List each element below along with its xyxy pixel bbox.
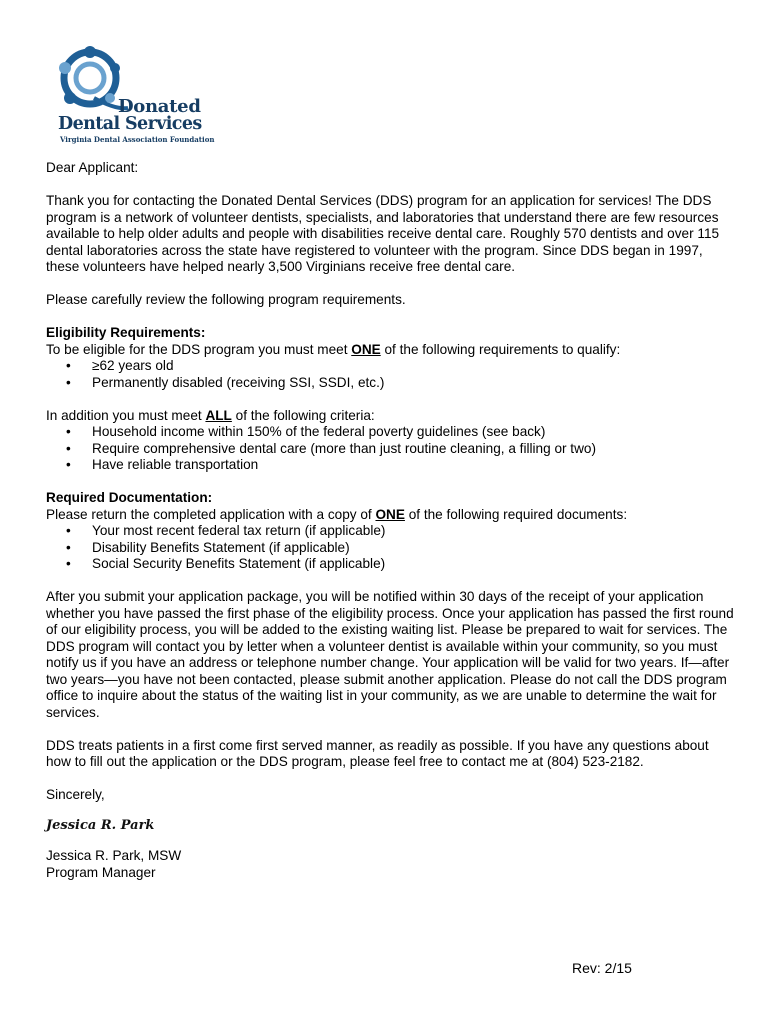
after-submit-paragraph: After you submit your application package, you will be notified within 30 days of the receipt of your application whether you have passed the first phase of the eligibility process. Once your application has passed the first round of our eligibility process, you will be added to the existing waiting list. Please be prepared to wait for services. The DDS program will contact you by letter when a volunteer dentist is available within your community, so you must notify us if you have an address or telephone number change. Your application will be valid for two years. If—after two years—you have not been contacted, please submit another application. Please do not call the DDS program office to inquire about the status of the waiting list in your community, as we are unable to determine the wait for services. [46, 589, 734, 720]
logo-tagline: Virginia Dental Association Foundation [60, 135, 215, 144]
logo-wordmark-donated: Donated [118, 96, 201, 117]
greeting: Dear Applicant: [46, 160, 139, 175]
dds-logo [54, 46, 214, 146]
closing: Sincerely, [46, 787, 105, 802]
eligibility-emphasis: ONE [351, 341, 381, 357]
review-paragraph: Please carefully review the following program requirements. [46, 292, 406, 307]
criteria-lead: In addition you must meet ALL of the following criteria: [46, 407, 375, 423]
list-item: • Permanently disabled (receiving SSI, SSDI, etc.) [46, 375, 736, 392]
list-item: • Have reliable transportation [46, 457, 736, 474]
intro-paragraph: Thank you for contacting the Donated Dental Services (DDS) program for an application for services! The DDS program is a network of volunteer dentists, specialists, and laboratories that understand there are few resources available to help older adults and people with disabilities receive dental care. Roughly 570 dentists and over 115 dental laboratories across the state have registered to volunteer with the program. Since DDS began in 1997, these volunteers have helped nearly 3,500 Virginians receive free dental care. [46, 193, 720, 274]
list-item: • Disability Benefits Statement (if applicable) [46, 540, 736, 557]
eligibility-heading: Eligibility Requirements: [46, 325, 206, 340]
signer-name: Jessica R. Park, MSW [46, 848, 182, 863]
eligibility-list [46, 358, 736, 391]
eligibility-lead: To be eligible for the DDS program you must meet ONE of the following requirements to qualify: [46, 341, 621, 357]
documentation-lead: Please return the completed application with a copy of ONE of the following required documents: [46, 506, 628, 522]
revision-label: Rev: 2/15 [572, 960, 632, 976]
criteria-emphasis: ALL [205, 407, 232, 423]
documentation-list [46, 523, 736, 573]
list-item: • Social Security Benefits Statement (if applicable) [46, 556, 736, 573]
documentation-emphasis: ONE [375, 506, 405, 522]
signature: Jessica R. Park [46, 817, 155, 833]
list-item: • Household income within 150% of the federal poverty guidelines (see back) [46, 424, 736, 441]
signer-title: Program Manager [46, 864, 156, 880]
list-item: • Your most recent federal tax return (if applicable) [46, 523, 736, 540]
logo-wordmark-dental-services: Dental Services [58, 114, 202, 134]
list-item: • ≥62 years old [46, 358, 736, 375]
letter-body [46, 160, 736, 881]
list-item: • Require comprehensive dental care (more than just routine cleaning, a filling or two) [46, 441, 736, 458]
criteria-list [46, 424, 736, 474]
documentation-heading: Required Documentation: [46, 490, 213, 505]
treats-paragraph: DDS treats patients in a first come first served manner, as readily as possible. If you have any questions about how to fill out the application or the DDS program, please feel free to contact me at (804) 523-2182. [46, 737, 709, 769]
